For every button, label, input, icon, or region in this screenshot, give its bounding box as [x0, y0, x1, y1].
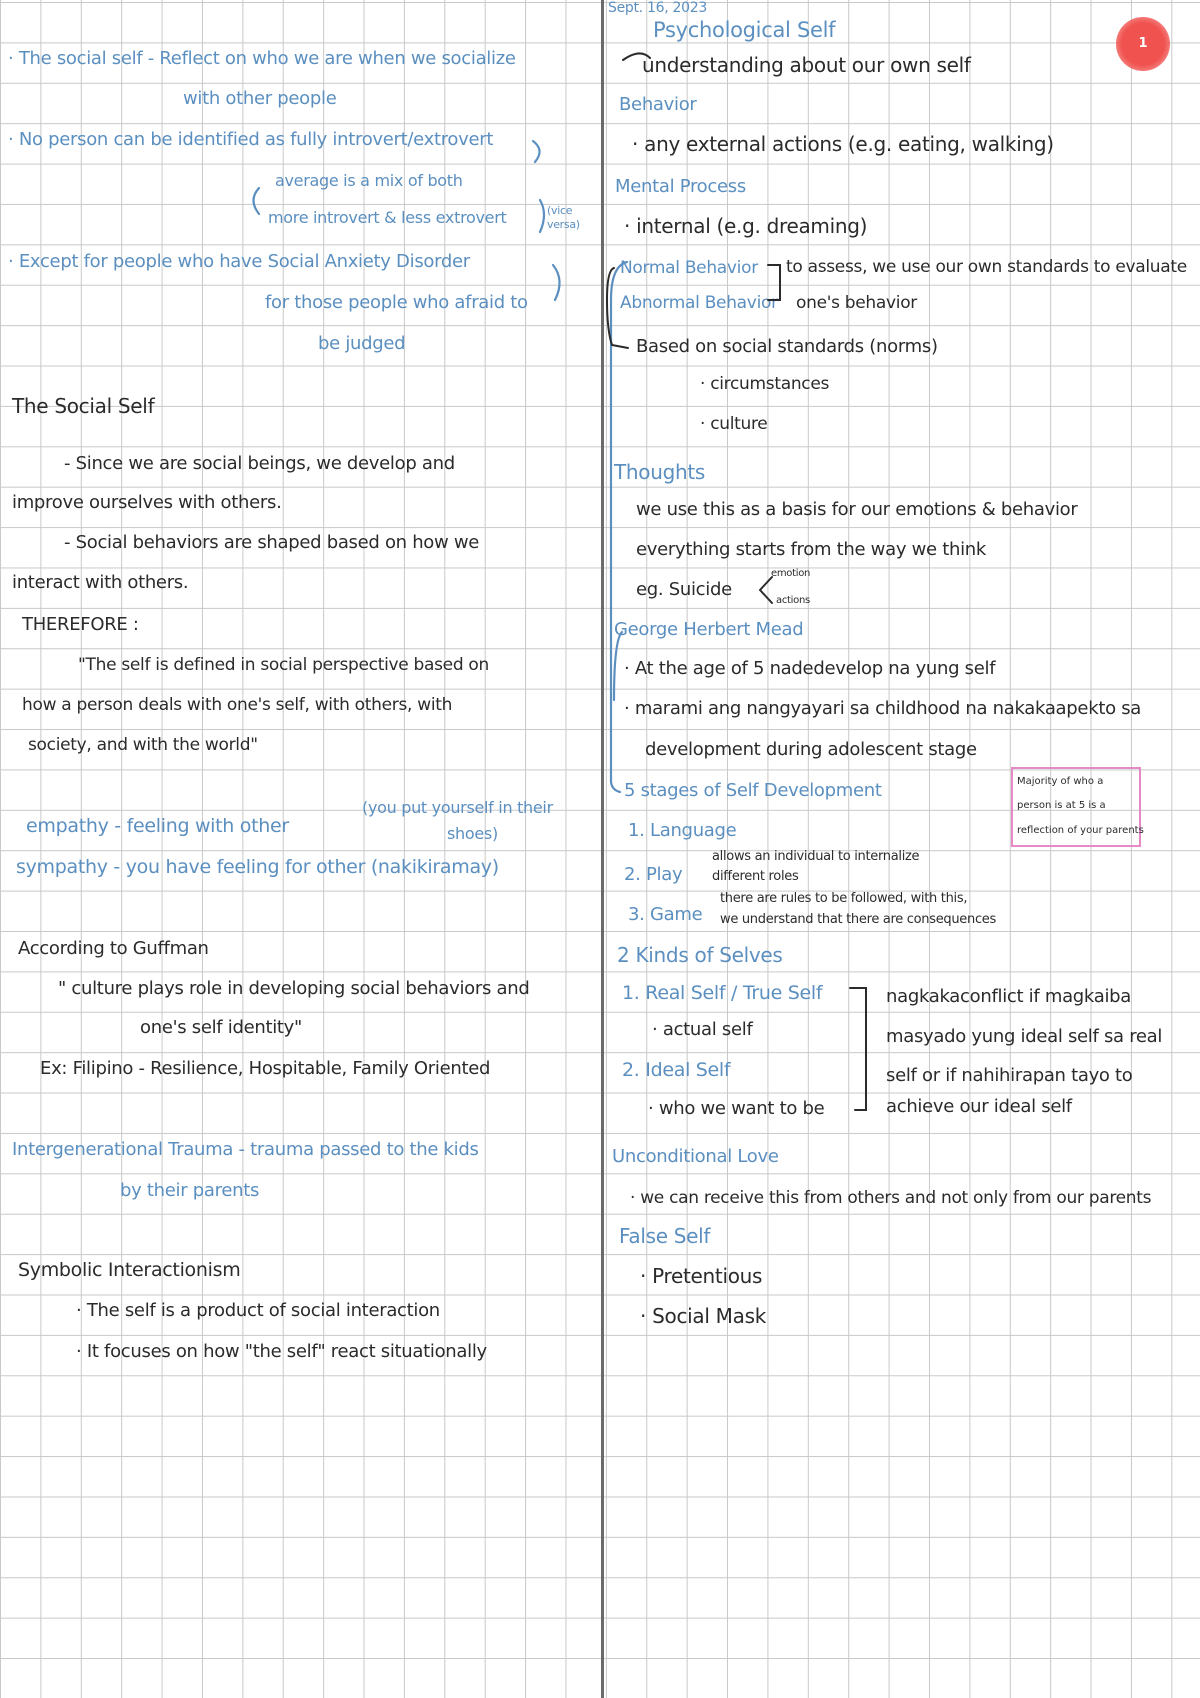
column-divider [601, 0, 604, 1698]
social-self-definition-line2: with other people [183, 88, 337, 109]
five-stages-heading: 5 stages of Self Development [624, 780, 882, 801]
stage-play-note2: different roles [712, 869, 799, 884]
since-line1: - Since we are social beings, we develop and [64, 453, 455, 474]
culture-item: · culture [700, 414, 768, 434]
ideal-self: 2. Ideal Self [622, 1059, 731, 1081]
abnormal-behavior: Abnormal Behavior [620, 293, 778, 313]
thoughts-heading: Thoughts [614, 460, 706, 484]
thoughts-line1: we use this as a basis for our emotions & behavior [636, 499, 1078, 520]
behavior-line: · any external actions (e.g. eating, walking) [632, 132, 1054, 156]
according-line1: " culture plays role in developing social behaviors and [58, 978, 530, 999]
mental-line: · internal (e.g. dreaming) [624, 214, 868, 238]
mead-line1: · At the age of 5 nadedevelop na yung self [624, 658, 996, 679]
ideal-self-sub: · who we want to be [648, 1098, 825, 1119]
thoughts-line3: eg. Suicide [636, 579, 732, 600]
conflict-note-line3: self or if nahihirapan tayo to [886, 1065, 1133, 1086]
therefore-line1: "The self is defined in social perspective based on [78, 655, 490, 675]
behavior-heading: Behavior [619, 94, 697, 115]
symbolic-heading: Symbolic Interactionism [18, 1259, 241, 1281]
false-self-heading: False Self [619, 1224, 711, 1248]
real-self-sub: · actual self [652, 1019, 753, 1040]
kinds-heading: 2 Kinds of Selves [617, 943, 783, 967]
thoughts-line2: everything starts from the way we think [636, 539, 987, 560]
stage-play-note1: allows an individual to internalize [712, 849, 920, 864]
intergenerational-line2: by their parents [120, 1180, 260, 1201]
behaviors-line2: interact with others. [12, 572, 189, 593]
vice-versa-paren [540, 200, 544, 232]
empathy-note-2: shoes) [447, 824, 498, 843]
except-line2: for those people who afraid to [265, 292, 528, 313]
stage-game: 3. Game [628, 904, 703, 925]
notification-badge[interactable]: 1 [1116, 17, 1170, 71]
mead-bracket [614, 632, 622, 700]
stage-play: 2. Play [624, 864, 683, 885]
no-person-line3: more introvert & less extrovert [268, 208, 507, 227]
according-line2: one's self identity" [140, 1017, 303, 1038]
except-line3: be judged [318, 333, 406, 354]
except-line1: · Except for people who have Social Anxiety Disorder [8, 251, 470, 272]
social-self-heading: The Social Self [12, 394, 155, 418]
parents-note-line3: reflection of your parents [1017, 825, 1144, 836]
thoughts-branch-actions: actions [776, 595, 810, 606]
assess-line1: to assess, we use our own standards to evaluate [786, 257, 1187, 277]
mental-heading: Mental Process [615, 176, 746, 197]
thoughts-branch-emotion: emotion [771, 568, 811, 579]
psychological-self-line: understanding about our own self [642, 53, 971, 77]
behaviors-line1: - Social behaviors are shaped based on how we [64, 532, 480, 553]
empathy-note: (you put yourself in their [362, 798, 553, 817]
according-example: Ex: Filipino - Resilience, Hospitable, Family Oriented [40, 1058, 491, 1079]
since-line2: improve ourselves with others. [12, 492, 282, 513]
suicide-fork [760, 577, 772, 603]
no-person-vice-versa: (vice versa) [547, 204, 580, 231]
stage-game-note2: we understand that there are consequences [720, 912, 996, 927]
conflict-note-line4: achieve our ideal self [886, 1096, 1072, 1117]
except-brace [553, 265, 560, 300]
conflict-note-line2: masyado yung ideal self sa real [886, 1026, 1163, 1047]
false-self-pretentious: · Pretentious [640, 1264, 763, 1288]
based-on-norms: Based on social standards (norms) [636, 336, 938, 357]
therefore-line3: society, and with the world" [28, 735, 258, 755]
no-person-brace [254, 188, 260, 214]
false-self-social-mask: · Social Mask [640, 1304, 766, 1328]
stage-language: 1. Language [628, 820, 737, 841]
intergenerational-line1: Intergenerational Trauma - trauma passed to the kids [12, 1139, 479, 1160]
therefore-label: THEREFORE : [22, 614, 139, 635]
conflict-note-line1: nagkakaconflict if magkaiba [886, 986, 1132, 1007]
mead-line3: development during adolescent stage [645, 739, 977, 760]
mead-line2: · marami ang nangyayari sa childhood na nakakaapekto sa [624, 698, 1142, 719]
extrovert-curl [533, 141, 540, 162]
according-heading: According to Guffman [18, 938, 209, 959]
parents-note-line1: Majority of who a [1017, 776, 1104, 787]
empathy-line: empathy - feeling with other [26, 815, 289, 837]
sympathy-line: sympathy - you have feeling for other (nakikiramay) [16, 856, 499, 878]
therefore-line2: how a person deals with one's self, with others, with [22, 695, 453, 715]
selves-bracket [850, 988, 866, 1110]
social-self-definition-line1: · The social self - Reflect on who we are when we socialize [8, 48, 516, 69]
date-header: Sept. 16, 2023 [608, 0, 707, 16]
unconditional-heading: Unconditional Love [612, 1146, 779, 1167]
normal-behavior: Normal Behavior [620, 258, 758, 278]
symbolic-line1: · The self is a product of social interaction [76, 1300, 440, 1321]
no-person-line2: average is a mix of both [275, 171, 463, 190]
assess-line2: one's behavior [796, 293, 917, 313]
mead-heading: George Herbert Mead [614, 619, 804, 640]
unconditional-line: · we can receive this from others and not only from our parents [630, 1188, 1152, 1208]
no-person-line1: · No person can be identified as fully introvert/extrovert [8, 129, 494, 150]
circumstances-item: · circumstances [700, 374, 830, 394]
symbolic-line2: · It focuses on how "the self" react situationally [76, 1341, 487, 1362]
real-self: 1. Real Self / True Self [622, 982, 823, 1004]
stage-game-note1: there are rules to be followed, with this, [720, 891, 968, 906]
psychological-self-heading: Psychological Self [653, 18, 836, 42]
parents-note-line2: person is at 5 is a [1017, 800, 1106, 811]
